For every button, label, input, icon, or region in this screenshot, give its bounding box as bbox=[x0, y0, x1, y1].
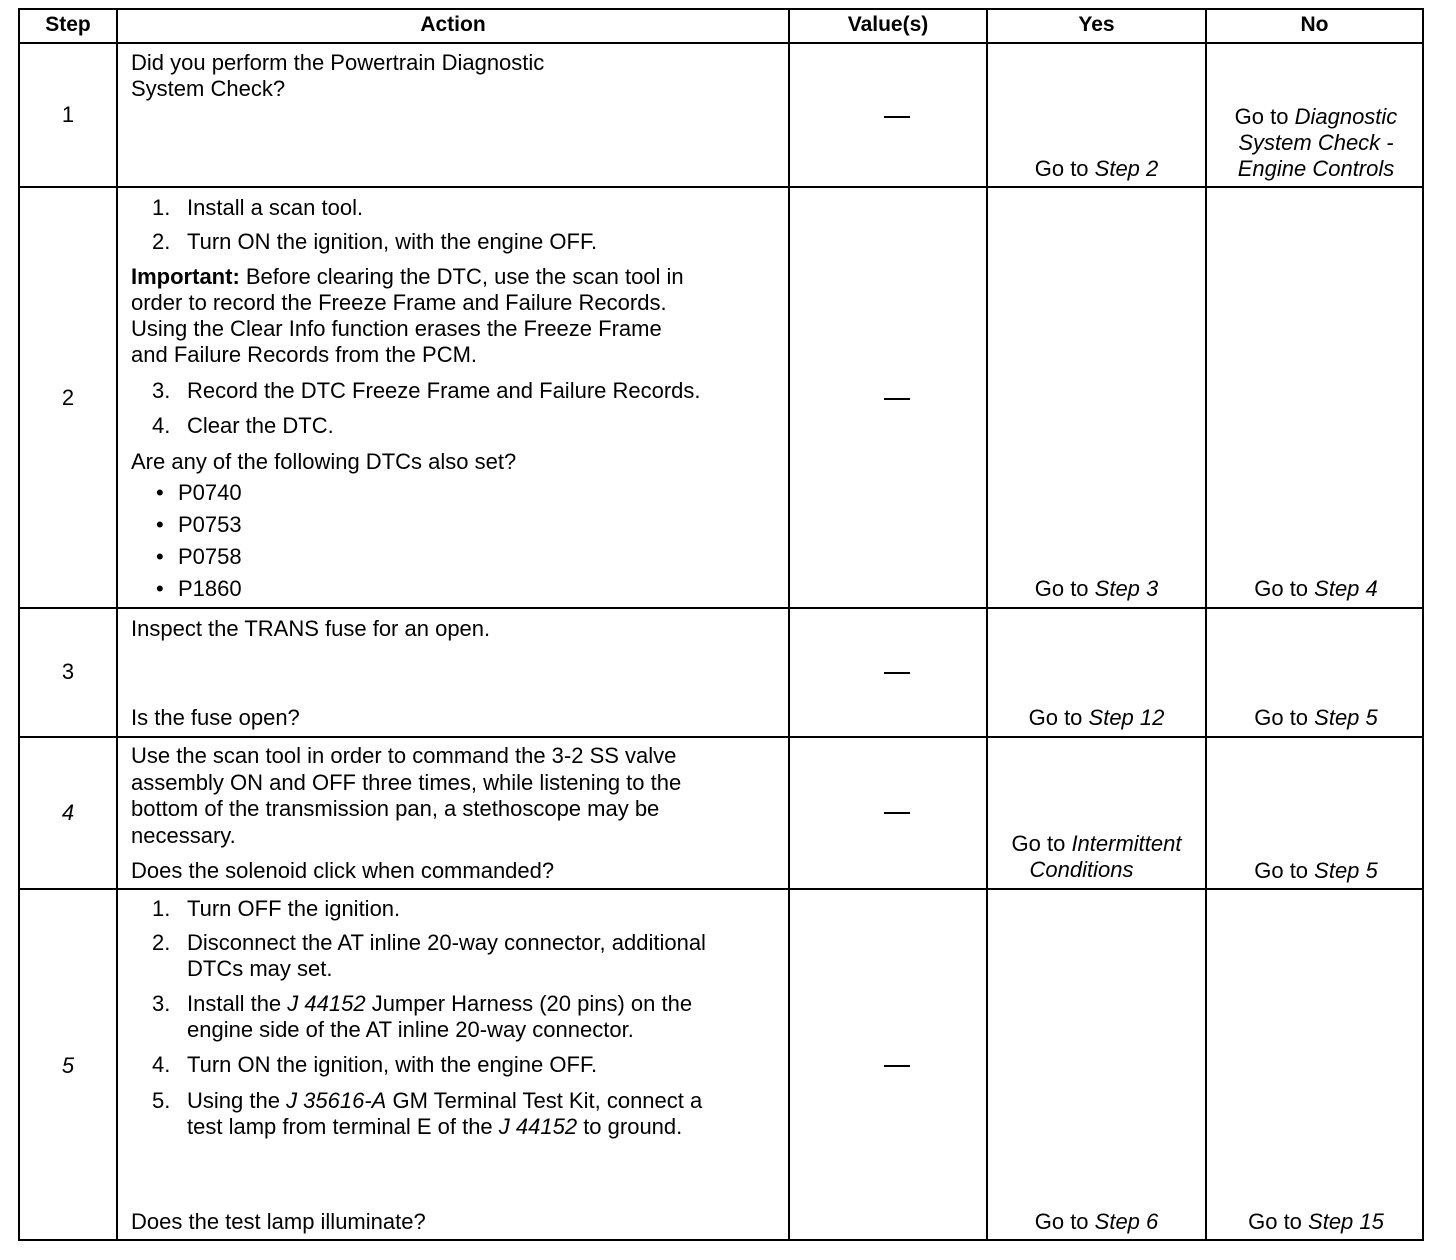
list-item: Clear the DTC. bbox=[187, 413, 334, 438]
text-segment: Jumper Harness (20 pins) on the bbox=[365, 991, 693, 1016]
value-text bbox=[884, 101, 906, 127]
list-number: 3. bbox=[152, 378, 171, 403]
action-text: Use the scan tool in order to command the 3-2 SS valve bbox=[131, 743, 677, 768]
value-text bbox=[884, 797, 906, 823]
list-item: Turn ON the ignition, with the engine OFF. bbox=[187, 1052, 598, 1077]
list-number: 1. bbox=[152, 896, 171, 921]
step-number: 2 bbox=[61, 385, 75, 410]
list-number: 2. bbox=[152, 930, 171, 955]
goto-prefix: Go to bbox=[1011, 831, 1072, 856]
important-text: Using the Clear Info function erases the Freeze Frame bbox=[131, 316, 662, 341]
important-note bbox=[131, 264, 684, 290]
bullet-icon: • bbox=[156, 480, 164, 505]
list-item: Turn ON the ignition, with the engine OFF. bbox=[187, 229, 598, 254]
list-item bbox=[187, 991, 692, 1017]
grid-line bbox=[788, 8, 790, 1241]
header-step: Step bbox=[45, 13, 91, 36]
question: Is the fuse open? bbox=[131, 705, 300, 730]
action-text: Did you perform the Powertrain Diagnostic bbox=[131, 50, 545, 75]
grid-line bbox=[18, 1239, 1424, 1241]
goto-target: Step 15 bbox=[1308, 1209, 1384, 1234]
goto-prefix: Go to bbox=[1034, 1209, 1095, 1234]
yes-goto bbox=[988, 576, 1205, 602]
list-number: 1. bbox=[152, 195, 171, 220]
step-number: 1 bbox=[61, 102, 75, 127]
bullet-icon: • bbox=[156, 544, 164, 569]
list-number: 4. bbox=[152, 1052, 171, 1077]
no-goto bbox=[1207, 858, 1425, 884]
goto-prefix: Go to bbox=[1254, 858, 1315, 883]
dtc-item: P0740 bbox=[178, 480, 242, 505]
action-text: bottom of the transmission pan, a stethoscope may be bbox=[131, 796, 660, 821]
yes-goto bbox=[988, 156, 1205, 182]
dtc-item: P1860 bbox=[178, 576, 242, 601]
tool-name: J 35616-A bbox=[286, 1088, 387, 1113]
grid-line bbox=[1205, 8, 1207, 1241]
grid-line bbox=[18, 736, 1424, 738]
goto-prefix: Go to bbox=[1034, 156, 1095, 181]
yes-goto bbox=[988, 1209, 1205, 1235]
header-no: No bbox=[1300, 13, 1329, 36]
text-segment: test lamp from terminal E of the bbox=[187, 1114, 499, 1139]
goto-prefix: Go to bbox=[1028, 705, 1089, 730]
grid-line bbox=[986, 8, 988, 1241]
value-text bbox=[884, 657, 906, 683]
goto-prefix: Go to bbox=[1234, 104, 1295, 129]
step-number: 5 bbox=[61, 1053, 75, 1078]
important-label: Important: bbox=[131, 264, 240, 289]
no-goto bbox=[1207, 576, 1425, 602]
goto-prefix: Go to bbox=[1248, 1209, 1309, 1234]
bullet-icon: • bbox=[156, 576, 164, 601]
list-number: 2. bbox=[152, 229, 171, 254]
question: Does the test lamp illuminate? bbox=[131, 1209, 426, 1234]
goto-target: Step 5 bbox=[1314, 858, 1378, 883]
goto-target: Step 6 bbox=[1094, 1209, 1159, 1234]
grid-line bbox=[18, 8, 1424, 10]
no-goto bbox=[1207, 705, 1425, 731]
header-yes: Yes bbox=[1078, 13, 1115, 36]
list-item: Turn OFF the ignition. bbox=[187, 896, 401, 921]
question: Are any of the following DTCs also set? bbox=[131, 449, 517, 474]
goto-target: Intermittent bbox=[1071, 831, 1182, 856]
grid-line bbox=[18, 607, 1424, 609]
list-item: DTCs may set. bbox=[187, 956, 333, 981]
goto-target: Step 3 bbox=[1094, 576, 1159, 601]
no-goto bbox=[1207, 1209, 1425, 1235]
grid-line bbox=[1422, 8, 1424, 1241]
text-segment: GM Terminal Test Kit, connect a bbox=[386, 1088, 703, 1113]
list-number: 5. bbox=[152, 1088, 171, 1113]
header-values: Value(s) bbox=[847, 13, 929, 36]
list-item: engine side of the AT inline 20-way connector. bbox=[187, 1017, 634, 1042]
no-goto bbox=[1207, 104, 1425, 182]
grid-line bbox=[116, 8, 118, 1241]
value-text bbox=[884, 383, 906, 409]
grid-line bbox=[18, 186, 1424, 188]
action-text: Inspect the TRANS fuse for an open. bbox=[131, 616, 491, 641]
goto-prefix: Go to bbox=[1254, 576, 1315, 601]
grid-line bbox=[18, 888, 1424, 890]
list-item: Record the DTC Freeze Frame and Failure Records. bbox=[187, 378, 701, 403]
bullet-icon: • bbox=[156, 512, 164, 537]
value-text bbox=[884, 1050, 906, 1076]
tool-name: J 44152 bbox=[498, 1114, 578, 1139]
list-number: 3. bbox=[152, 991, 171, 1016]
goto-prefix: Go to bbox=[1254, 705, 1315, 730]
text-segment: Install the bbox=[187, 991, 288, 1016]
list-item: Install a scan tool. bbox=[187, 195, 364, 220]
goto-target: System Check - bbox=[1238, 130, 1394, 155]
yes-goto bbox=[988, 831, 1205, 883]
action-text: necessary. bbox=[131, 823, 236, 848]
list-item: Disconnect the AT inline 20-way connector, additional bbox=[187, 930, 706, 955]
list-item bbox=[187, 1114, 682, 1140]
text-segment: Using the bbox=[187, 1088, 287, 1113]
goto-prefix: Go to bbox=[1034, 576, 1095, 601]
important-text: and Failure Records from the PCM. bbox=[131, 342, 478, 367]
goto-target: Step 12 bbox=[1088, 705, 1165, 730]
important-text: Before clearing the DTC, use the scan tool in bbox=[239, 264, 684, 289]
dtc-item: P0753 bbox=[178, 512, 242, 537]
step-number: 3 bbox=[61, 659, 75, 684]
header-action: Action bbox=[420, 13, 486, 36]
goto-target: Step 4 bbox=[1314, 576, 1378, 601]
action-text: System Check? bbox=[131, 76, 286, 101]
list-number: 4. bbox=[152, 413, 171, 438]
yes-goto bbox=[988, 705, 1205, 731]
goto-target: Conditions bbox=[1029, 857, 1134, 882]
goto-target: Step 2 bbox=[1094, 156, 1159, 181]
dtc-item: P0758 bbox=[178, 544, 242, 569]
goto-target: Step 5 bbox=[1314, 705, 1378, 730]
question: Does the solenoid click when commanded? bbox=[131, 858, 555, 883]
tool-name: J 44152 bbox=[287, 991, 366, 1016]
goto-target: Diagnostic bbox=[1294, 104, 1398, 129]
list-item bbox=[187, 1088, 702, 1114]
goto-target: Engine Controls bbox=[1237, 156, 1395, 181]
action-text: assembly ON and OFF three times, while listening to the bbox=[131, 770, 682, 795]
grid-line bbox=[18, 42, 1424, 44]
goto-line bbox=[988, 831, 1205, 857]
text-segment: to ground. bbox=[577, 1114, 683, 1139]
important-text: order to record the Freeze Frame and Failure Records. bbox=[131, 290, 667, 315]
goto-line bbox=[1207, 104, 1425, 130]
step-number: 4 bbox=[61, 800, 75, 825]
